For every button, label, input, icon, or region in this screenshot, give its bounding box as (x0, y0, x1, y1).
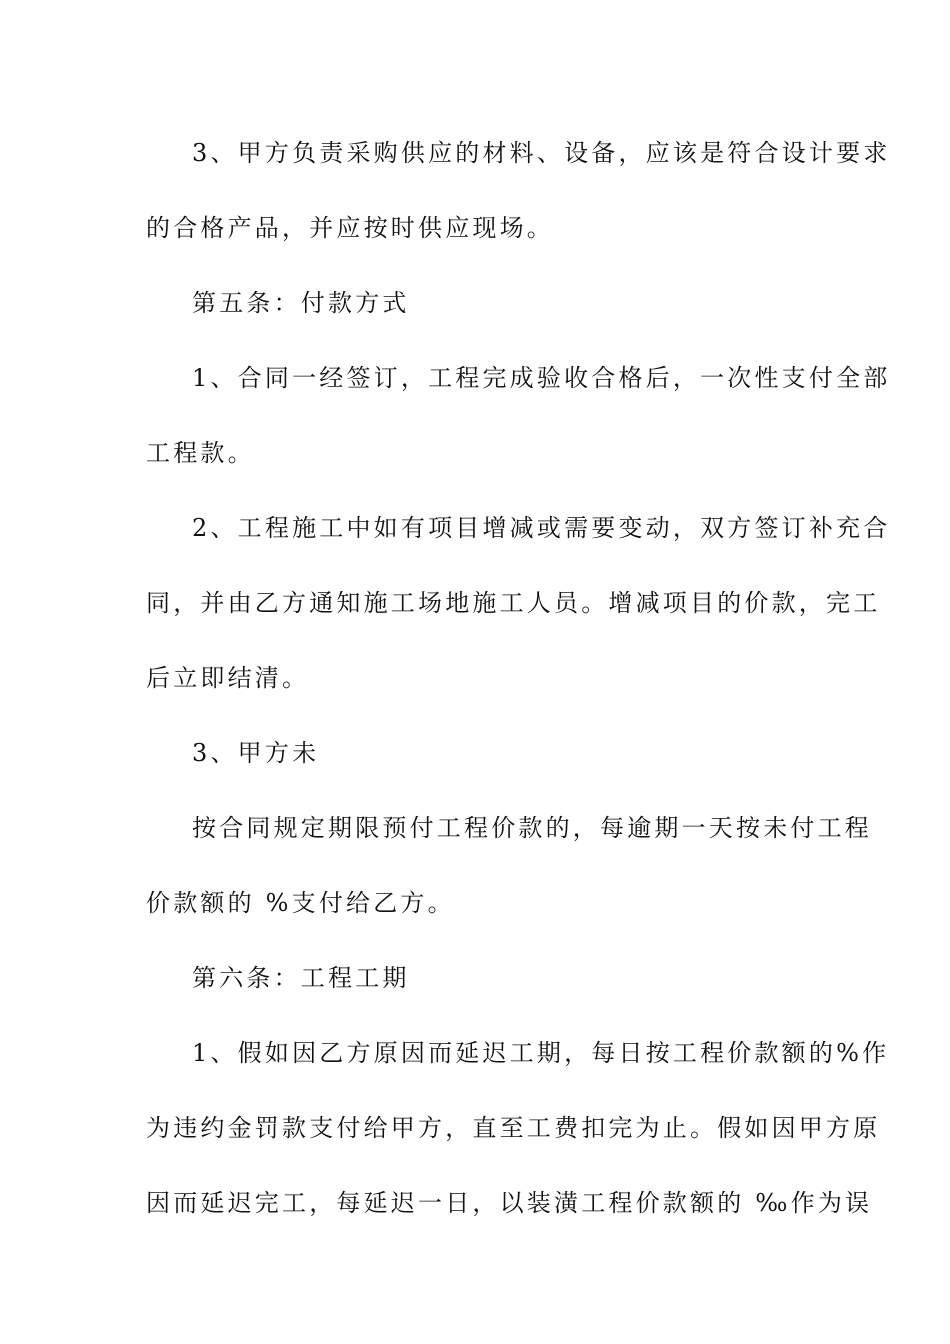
section-heading: 第五条：付款方式 (192, 289, 410, 317)
paragraph-line: 为违约金罚款支付给甲方，直至工费扣完为止。假如因甲方原 (146, 1114, 881, 1142)
paragraph-line: 的合格产品，并应按时供应现场。 (146, 214, 554, 242)
paragraph-line: 同，并由乙方通知施工场地施工人员。增减项目的价款，完工 (146, 589, 881, 617)
paragraph-line: 因而延迟完工，每延迟一日，以装潢工程价款额的 ‰作为误 (146, 1189, 873, 1217)
paragraph-line: 3、甲方负责采购供应的材料、设备，应该是符合设计要求 (192, 139, 891, 167)
section-heading: 第六条：工程工期 (192, 964, 410, 992)
paragraph-line: 1、假如因乙方原因而延迟工期，每日按工程价款额的%作 (192, 1039, 890, 1067)
paragraph-line: 价款额的 %支付给乙方。 (146, 889, 455, 917)
paragraph-line: 工程款。 (146, 439, 255, 467)
paragraph-line: 3、甲方未 (192, 739, 320, 767)
paragraph-line: 按合同规定期限预付工程价款的，每逾期一天按未付工程 (192, 814, 872, 842)
paragraph-line: 1、合同一经签订，工程完成验收合格后，一次性支付全部 (192, 364, 891, 392)
paragraph-line: 后立即结清。 (146, 664, 310, 692)
paragraph-line: 2、工程施工中如有项目增减或需要变动，双方签订补充合 (192, 514, 891, 542)
